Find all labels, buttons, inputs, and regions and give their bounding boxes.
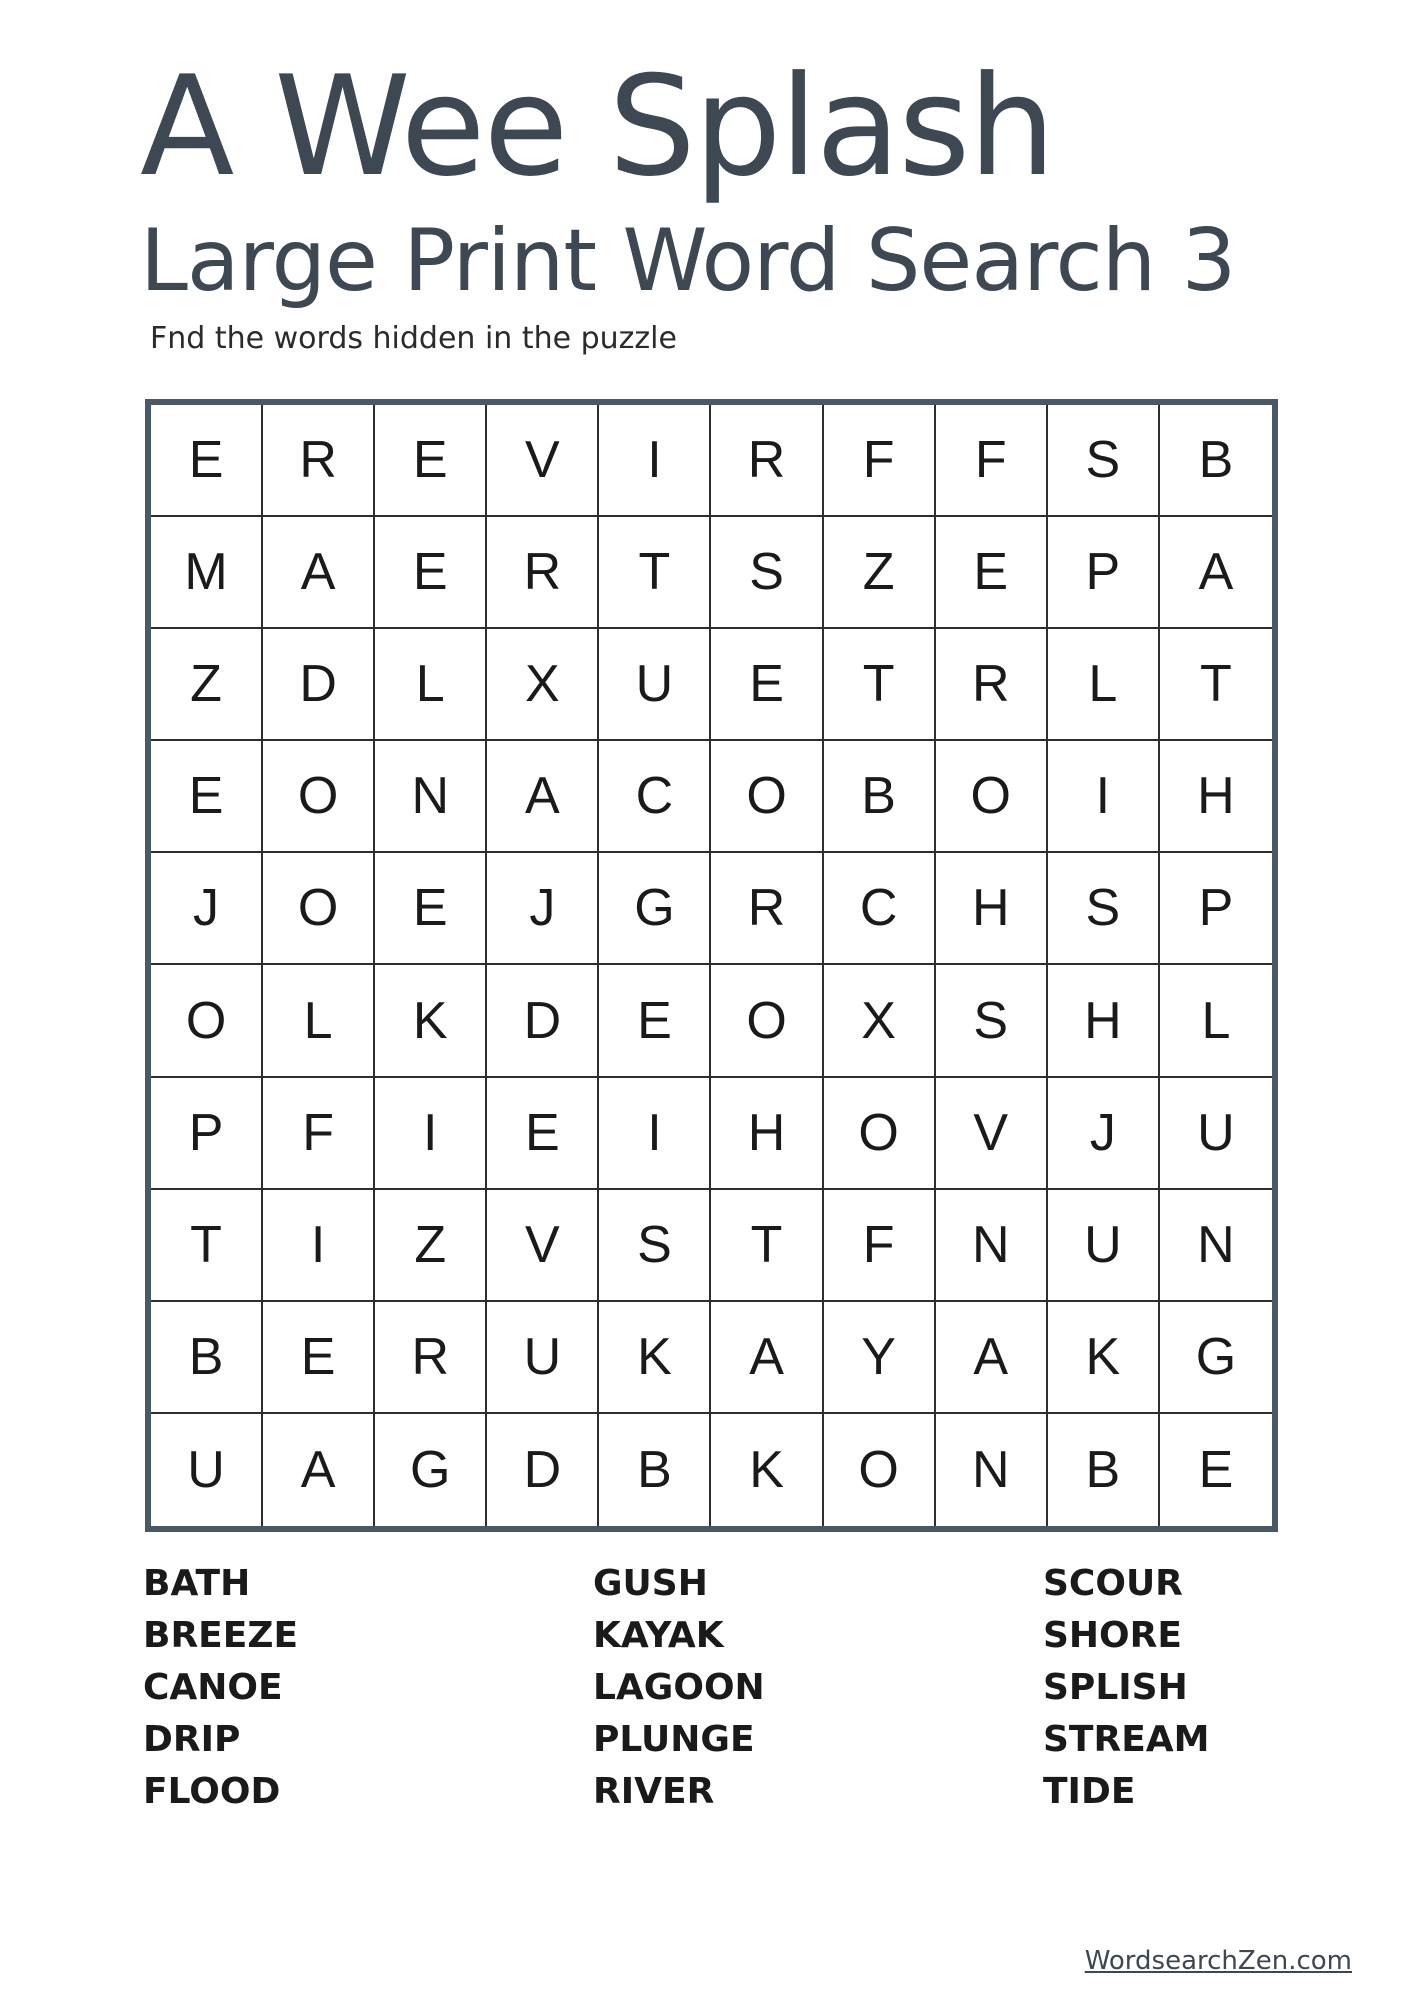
puzzle-title: A Wee Splash [140, 46, 1054, 207]
word-list-column [1043, 1558, 1283, 1818]
grid-cell[interactable]: V [936, 1078, 1048, 1190]
word-list-item: FLOOD [143, 1771, 281, 1812]
grid-cell[interactable]: O [824, 1414, 936, 1526]
grid-cell[interactable]: E [151, 741, 263, 853]
grid-cell[interactable]: V [487, 1190, 599, 1302]
word-list-item: RIVER [593, 1771, 715, 1812]
grid-cell[interactable]: E [936, 517, 1048, 629]
grid-cell[interactable]: N [936, 1414, 1048, 1526]
grid-cell[interactable]: H [1048, 965, 1160, 1077]
word-list-item: KAYAK [593, 1615, 724, 1656]
grid-cell[interactable]: R [936, 629, 1048, 741]
grid-cell[interactable]: R [711, 405, 823, 517]
grid-cell[interactable]: T [1160, 629, 1272, 741]
grid-cell[interactable]: O [263, 853, 375, 965]
instructions-text: Fnd the words hidden in the puzzle [150, 321, 677, 356]
word-list-item: STREAM [1043, 1719, 1210, 1760]
grid-cell[interactable]: F [824, 405, 936, 517]
grid-cell[interactable]: X [824, 965, 936, 1077]
grid-cell[interactable]: T [824, 629, 936, 741]
word-list-item: GUSH [593, 1563, 708, 1604]
grid-cell[interactable]: U [1160, 1078, 1272, 1190]
grid-cell[interactable]: T [711, 1190, 823, 1302]
word-list-item: SHORE [1043, 1615, 1182, 1656]
grid-cell[interactable]: I [599, 405, 711, 517]
grid-cell[interactable]: S [599, 1190, 711, 1302]
grid-cell[interactable]: R [263, 405, 375, 517]
grid-cell[interactable]: I [599, 1078, 711, 1190]
grid-cell[interactable]: S [936, 965, 1048, 1077]
grid-cell[interactable]: O [936, 741, 1048, 853]
grid-cell[interactable]: I [263, 1190, 375, 1302]
grid-cell[interactable]: A [1160, 517, 1272, 629]
grid-cell[interactable]: S [1048, 405, 1160, 517]
grid-cell[interactable]: P [1048, 517, 1160, 629]
grid-cell[interactable]: O [824, 1078, 936, 1190]
grid-cell[interactable]: H [936, 853, 1048, 965]
grid-cell[interactable]: Z [824, 517, 936, 629]
word-list-item: TIDE [1043, 1771, 1136, 1812]
grid-cell[interactable]: B [824, 741, 936, 853]
word-list-item: SCOUR [1043, 1563, 1183, 1604]
grid-cell[interactable]: E [599, 965, 711, 1077]
word-list-item: LAGOON [593, 1667, 765, 1708]
grid-cell[interactable]: T [151, 1190, 263, 1302]
grid-cell[interactable]: D [487, 965, 599, 1077]
grid-cell[interactable]: K [711, 1414, 823, 1526]
grid-cell[interactable]: F [824, 1190, 936, 1302]
grid-cell[interactable]: E [375, 853, 487, 965]
grid-cell[interactable]: H [711, 1078, 823, 1190]
grid-cell[interactable]: A [711, 1302, 823, 1414]
grid-cell[interactable]: K [375, 965, 487, 1077]
grid-cell[interactable]: F [263, 1078, 375, 1190]
grid-cell[interactable]: E [711, 629, 823, 741]
grid-cell[interactable]: M [151, 517, 263, 629]
grid-cell[interactable]: L [1160, 965, 1272, 1077]
grid-cell[interactable]: U [151, 1414, 263, 1526]
grid-cell[interactable]: B [1048, 1414, 1160, 1526]
grid-cell[interactable]: I [1048, 741, 1160, 853]
grid-cell[interactable]: E [263, 1302, 375, 1414]
puzzle-subtitle: Large Print Word Search 3 [140, 211, 1236, 311]
word-list-item: BREEZE [143, 1615, 299, 1656]
word-list-item: SPLISH [1043, 1667, 1188, 1708]
grid-cell[interactable]: E [487, 1078, 599, 1190]
grid-cell[interactable]: B [1160, 405, 1272, 517]
grid-cell[interactable]: V [487, 405, 599, 517]
grid-cell[interactable]: R [711, 853, 823, 965]
grid-cell[interactable]: O [711, 965, 823, 1077]
grid-cell[interactable]: U [487, 1302, 599, 1414]
grid-cell[interactable]: J [151, 853, 263, 965]
grid-cell[interactable]: N [1160, 1190, 1272, 1302]
grid-cell[interactable]: T [599, 517, 711, 629]
grid-cell[interactable]: K [599, 1302, 711, 1414]
grid-cell[interactable]: C [599, 741, 711, 853]
word-list-item: PLUNGE [593, 1719, 755, 1760]
grid-cell[interactable]: A [263, 1414, 375, 1526]
word-list-column [143, 1558, 593, 1818]
grid-cell[interactable]: A [936, 1302, 1048, 1414]
grid-cell[interactable]: S [711, 517, 823, 629]
grid-cell[interactable]: L [375, 629, 487, 741]
grid-cell[interactable]: B [599, 1414, 711, 1526]
grid-cell[interactable]: X [487, 629, 599, 741]
grid-cell[interactable]: A [487, 741, 599, 853]
grid-cell[interactable]: Y [824, 1302, 936, 1414]
word-list-item: DRIP [143, 1719, 241, 1760]
grid-cell[interactable]: B [151, 1302, 263, 1414]
grid-cell[interactable]: L [1048, 629, 1160, 741]
grid-cell[interactable]: Z [375, 1190, 487, 1302]
grid-cell[interactable]: A [263, 517, 375, 629]
grid-cell[interactable]: H [1160, 741, 1272, 853]
grid-cell[interactable]: N [936, 1190, 1048, 1302]
grid-cell[interactable]: G [1160, 1302, 1272, 1414]
grid-cell[interactable]: F [936, 405, 1048, 517]
grid-cell[interactable]: N [375, 741, 487, 853]
word-list-item: CANOE [143, 1667, 283, 1708]
grid-cell[interactable]: S [1048, 853, 1160, 965]
grid-cell[interactable]: I [375, 1078, 487, 1190]
grid-cell[interactable]: D [263, 629, 375, 741]
grid-cell[interactable]: Z [151, 629, 263, 741]
word-list-column [593, 1558, 1043, 1818]
grid-cell[interactable]: E [375, 405, 487, 517]
grid-cell[interactable]: O [151, 965, 263, 1077]
grid-cell[interactable]: O [711, 741, 823, 853]
grid-cell[interactable]: P [1160, 853, 1272, 965]
grid-cell[interactable]: L [263, 965, 375, 1077]
word-list-item: BATH [143, 1563, 251, 1604]
grid-cell[interactable]: P [151, 1078, 263, 1190]
word-list [143, 1558, 1283, 1818]
word-search-grid [145, 399, 1278, 1532]
grid-cell[interactable]: E [1198, 1440, 1234, 1499]
grid-cell[interactable]: R [375, 1302, 487, 1414]
grid-cell[interactable]: J [487, 853, 599, 965]
grid-cell[interactable]: C [824, 853, 936, 965]
grid-cell[interactable]: D [487, 1414, 599, 1526]
grid-cell[interactable]: U [599, 629, 711, 741]
grid-cell[interactable]: G [599, 853, 711, 965]
grid-cell[interactable]: R [487, 517, 599, 629]
grid-cell[interactable]: E [375, 517, 487, 629]
grid-cell[interactable]: G [375, 1414, 487, 1526]
website-link[interactable]: WordsearchZen.com [1084, 1946, 1352, 1976]
grid-cell[interactable]: E [151, 405, 263, 517]
grid-cell[interactable]: U [1048, 1190, 1160, 1302]
grid-cell[interactable]: K [1048, 1302, 1160, 1414]
grid-cell[interactable]: O [263, 741, 375, 853]
grid-cell[interactable]: J [1048, 1078, 1160, 1190]
